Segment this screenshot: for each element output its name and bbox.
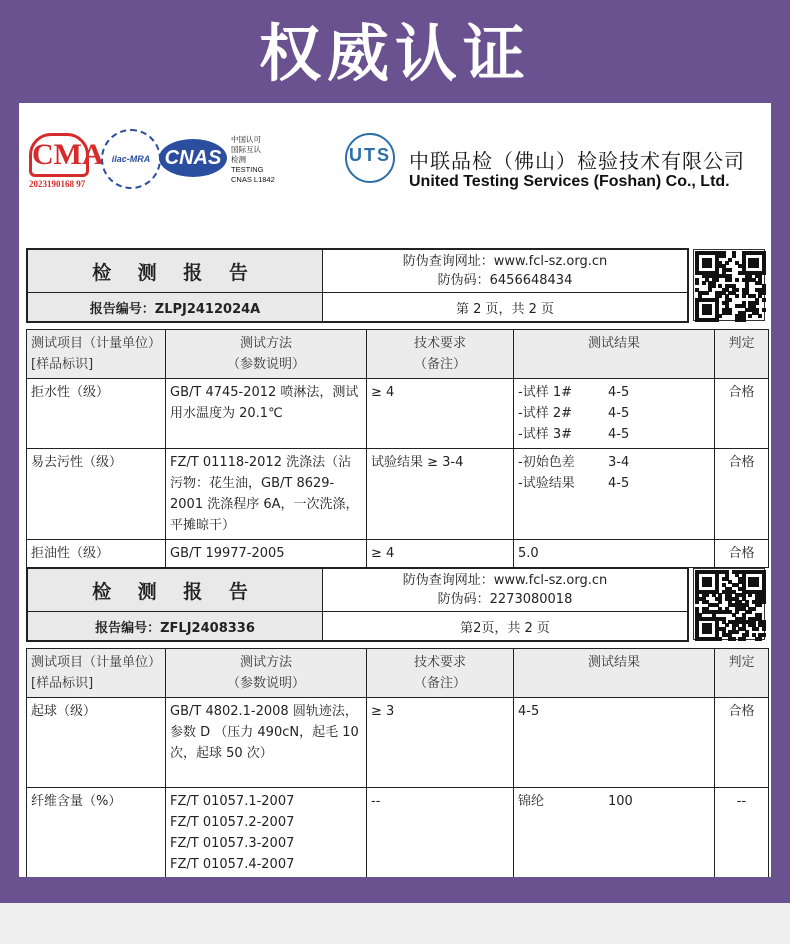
header-method-line: （参数说明） <box>226 676 305 691</box>
qr-module <box>742 318 746 322</box>
requirement-cell: ≥ 4 <box>367 379 514 449</box>
header-requirement-line: 技术要求 <box>413 655 466 670</box>
qr-module <box>708 583 712 587</box>
result-line <box>518 791 710 812</box>
ilac-mra-logo <box>101 129 161 189</box>
qr-module <box>735 630 739 634</box>
table-row <box>27 788 769 878</box>
header-result: 测试结果 <box>514 330 715 379</box>
qr-module <box>722 254 726 258</box>
page-info: 第 2 页，共 2 页 <box>455 301 555 317</box>
header-item-line: 测试项目（计量单位） <box>31 336 162 351</box>
cma-logo <box>29 133 104 189</box>
result-line <box>518 473 710 494</box>
uts-mark: UTS <box>349 145 391 165</box>
anti-fake-info <box>323 569 687 611</box>
header-requirement <box>367 330 514 379</box>
header-verdict: 判定 <box>715 649 769 698</box>
verdict-cell: 合格 <box>715 379 769 449</box>
cnas-logo: CNAS <box>159 139 227 177</box>
cnas-caption-line: 中国认可 <box>231 135 261 144</box>
method-cell: GB/T 4745-2012 喷淋法，测试用水温度为 20.1℃ <box>166 379 367 449</box>
requirement-cell: ≥ 4 <box>367 540 514 568</box>
table-header-row <box>27 649 769 698</box>
result-value: 4-5 <box>608 385 630 400</box>
report-number: 报告编号：ZFLJ2408336 <box>28 612 323 640</box>
qr-module <box>755 264 759 268</box>
header-requirement-line: （备注） <box>413 676 466 691</box>
anti-fake-url: 防伪查询网址：www.fcl-sz.org.cn <box>402 573 608 588</box>
page-title: 权威认证 <box>258 17 531 90</box>
cnas-caption-line: CNAS L1842 <box>231 175 275 184</box>
header-item <box>27 649 166 698</box>
qr-module <box>728 278 732 282</box>
anti-fake-code: 防伪码：6456648434 <box>437 273 573 288</box>
item-cell: 起球（级） <box>27 698 166 788</box>
method-line: FZ/T 01057.2-2007 <box>170 815 295 830</box>
method-line: FZ/T 01057.4-2007 <box>170 857 295 872</box>
qr-module <box>708 630 712 634</box>
header-requirement-line: （备注） <box>413 357 466 372</box>
result-cell <box>514 788 715 878</box>
qr-code <box>693 568 765 640</box>
qr-module <box>718 637 722 641</box>
verdict-cell: 合格 <box>715 540 769 568</box>
result-label: -试验结果 <box>518 476 575 491</box>
header-method-line: 测试方法 <box>239 336 292 351</box>
header-method-line: 测试方法 <box>239 655 292 670</box>
qr-module <box>735 294 739 298</box>
qr-module <box>762 298 766 302</box>
qr-module <box>755 583 759 587</box>
anti-fake-info <box>323 250 687 292</box>
company-name-en: United Testing Services (Foshan) Co., Ltd. <box>409 173 730 190</box>
report-number: 报告编号：ZLPJ2412024A <box>28 293 323 321</box>
cnas-caption <box>231 135 275 185</box>
item-cell: 拒水性（级） <box>27 379 166 449</box>
qr-module <box>695 281 699 285</box>
result-label: -试样 2# <box>518 406 572 421</box>
qr-module <box>758 314 762 318</box>
result-cell: 4-5 <box>514 698 715 788</box>
company-name-cn: 中联品检（佛山）检验技术有限公司 <box>409 149 745 173</box>
anti-fake-url: 防伪查询网址：www.fcl-sz.org.cn <box>402 254 608 269</box>
result-table-1 <box>26 329 769 568</box>
result-table-2 <box>26 648 769 877</box>
cnas-caption-line: 国际互认 <box>231 145 261 154</box>
qr-module <box>755 627 759 631</box>
method-cell: FZ/T 01118-2012 洗涤法（沾污物：花生油，GB/T 8629-2001 洗涤程序 6A，一次洗涤，平摊晾干） <box>166 449 367 540</box>
table-header-row <box>27 330 769 379</box>
table-row <box>27 540 769 568</box>
item-cell: 拒油性（级） <box>27 540 166 568</box>
page-info: 第2页，共 2 页 <box>460 620 550 636</box>
header-requirement-line: 技术要求 <box>413 336 466 351</box>
qr-module <box>715 318 719 322</box>
result-value: 4-5 <box>608 427 630 442</box>
result-line <box>518 382 710 403</box>
qr-module <box>748 314 752 318</box>
result-line <box>518 452 710 473</box>
qr-code <box>693 249 765 321</box>
table-row <box>27 379 769 449</box>
report-header-2 <box>26 567 689 642</box>
verdict-cell: 合格 <box>715 698 769 788</box>
header-requirement <box>367 649 514 698</box>
report-title: 检 测 报 告 <box>28 250 323 292</box>
qr-module <box>728 268 732 272</box>
header-method <box>166 649 367 698</box>
requirement-cell: ≥ 3 <box>367 698 514 788</box>
qr-module <box>742 637 746 641</box>
qr-module <box>735 278 739 282</box>
table-row <box>27 449 769 540</box>
header-method-line: （参数说明） <box>226 357 305 372</box>
qr-module <box>705 291 709 295</box>
item-cell: 易去污性（级） <box>27 449 166 540</box>
uts-logo <box>345 133 395 189</box>
result-value: 3-4 <box>608 455 630 470</box>
method-cell <box>166 788 367 878</box>
requirement-cell: 试验结果 ≥ 3-4 <box>367 449 514 540</box>
result-value: 4-5 <box>608 476 630 491</box>
item-cell: 纤维含量（%） <box>27 788 166 878</box>
report-title: 检 测 报 告 <box>28 569 323 611</box>
qr-module <box>758 637 762 641</box>
result-value: 100 <box>608 794 633 809</box>
ilac-text: ilac-MRA <box>111 154 151 164</box>
method-line: FZ/T 01057.1-2007 <box>170 794 295 809</box>
header-item-line: [样品标识] <box>31 357 94 372</box>
result-label: -试样 1# <box>518 385 572 400</box>
verdict-cell: -- <box>715 788 769 878</box>
qr-module <box>762 627 766 631</box>
header-verdict: 判定 <box>715 330 769 379</box>
result-label: 锦纶 <box>518 794 545 809</box>
result-cell: 5.0 <box>514 540 715 568</box>
header-item-line: 测试项目（计量单位） <box>31 655 162 670</box>
qr-module <box>748 593 752 597</box>
result-cell <box>514 379 715 449</box>
result-value: 4-5 <box>608 406 630 421</box>
cnas-caption-line: 检测 <box>231 155 246 164</box>
requirement-cell: -- <box>367 788 514 878</box>
verdict-cell: 合格 <box>715 449 769 540</box>
result-label: -初始色差 <box>518 455 575 470</box>
cma-mark: CMA <box>29 133 89 177</box>
result-line <box>518 403 710 424</box>
header-item-line: [样品标识] <box>31 676 94 691</box>
report-header-1 <box>26 248 689 323</box>
qr-module <box>742 294 746 298</box>
cma-number: 2023190168 97 <box>29 179 86 189</box>
anti-fake-code: 防伪码：2273080018 <box>437 592 573 607</box>
qr-module <box>708 264 712 268</box>
result-cell <box>514 449 715 540</box>
qr-module <box>702 281 706 285</box>
method-cell: GB/T 19977-2005 <box>166 540 367 568</box>
qr-module <box>758 603 762 607</box>
method-line: FZ/T 01057.3-2007 <box>170 836 295 851</box>
cnas-caption-line: TESTING <box>231 165 264 174</box>
result-label: -试样 3# <box>518 427 572 442</box>
method-cell: GB/T 4802.1-2008 圆轨迹法，参数 D （压力 490cN，起毛 10 次，起球 50 次） <box>166 698 367 788</box>
qr-module <box>728 311 732 315</box>
qr-module <box>762 308 766 312</box>
qr-module <box>695 600 699 604</box>
qr-module <box>748 610 752 614</box>
certificate-sheet <box>19 103 771 877</box>
header-result: 测试结果 <box>514 649 715 698</box>
header-item <box>27 330 166 379</box>
header-method <box>166 330 367 379</box>
table-row <box>27 698 769 788</box>
qr-module <box>708 311 712 315</box>
result-line <box>518 424 710 445</box>
qr-module <box>732 637 736 641</box>
